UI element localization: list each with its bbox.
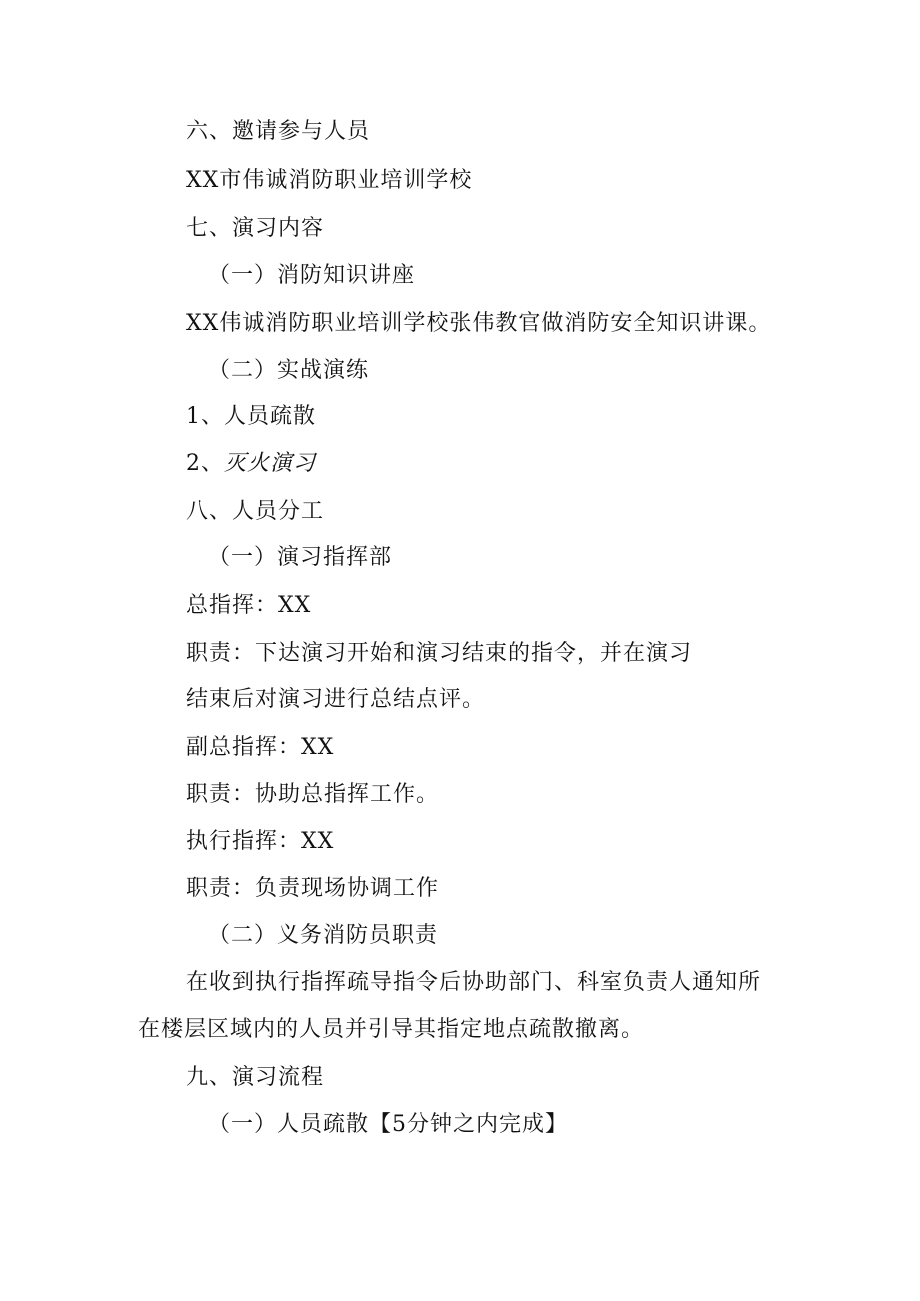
section-6-heading: 六、邀请参与人员	[186, 119, 371, 144]
section-7-heading: 七、演习内容	[186, 216, 325, 241]
section-6-body: XX市伟诚消防职业培训学校	[186, 168, 473, 193]
volunteer-duty-line1: 在收到执行指挥疏导指令后协助部门、科室负责人通知所	[186, 970, 762, 995]
commander-label: 总指挥：XX	[186, 593, 312, 618]
section-7-sub1-body: XX伟诚消防职业培训学校张伟教官做消防安全知识讲课。	[186, 311, 772, 336]
section-9-sub1-heading: （一）人员疏散【5分钟之内完成】	[208, 1112, 568, 1137]
deputy-commander-duty: 职责：协助总指挥工作。	[186, 782, 440, 807]
commander-duty-line2: 结束后对演习进行总结点评。	[186, 687, 486, 712]
deputy-commander-label: 副总指挥：XX	[186, 735, 335, 760]
executive-commander-duty: 职责：负责现场协调工作	[186, 876, 440, 901]
volunteer-duty-line2: 在楼层区域内的人员并引导其指定地点疏散撤离。	[138, 1017, 645, 1042]
section-7-sub2-item1: 1、人员疏散	[186, 404, 316, 429]
section-9-heading: 九、演习流程	[186, 1065, 325, 1090]
commander-duty-line1: 职责：下达演习开始和演习结束的指令，并在演习	[186, 641, 693, 666]
section-7-sub1-heading: （一）消防知识讲座	[208, 263, 416, 288]
executive-commander-label: 执行指挥：XX	[186, 829, 335, 854]
section-7-sub2-item2	[186, 449, 316, 479]
item2-text: 灭火演习	[224, 451, 317, 476]
section-8-heading: 八、人员分工	[186, 499, 325, 524]
section-7-sub2-heading: （二）实战演练	[208, 358, 370, 383]
section-8-sub1-heading: （一）演习指挥部	[208, 545, 393, 570]
section-8-sub2-heading: （二）义务消防员职责	[208, 923, 439, 948]
item2-number: 2、	[186, 451, 224, 476]
